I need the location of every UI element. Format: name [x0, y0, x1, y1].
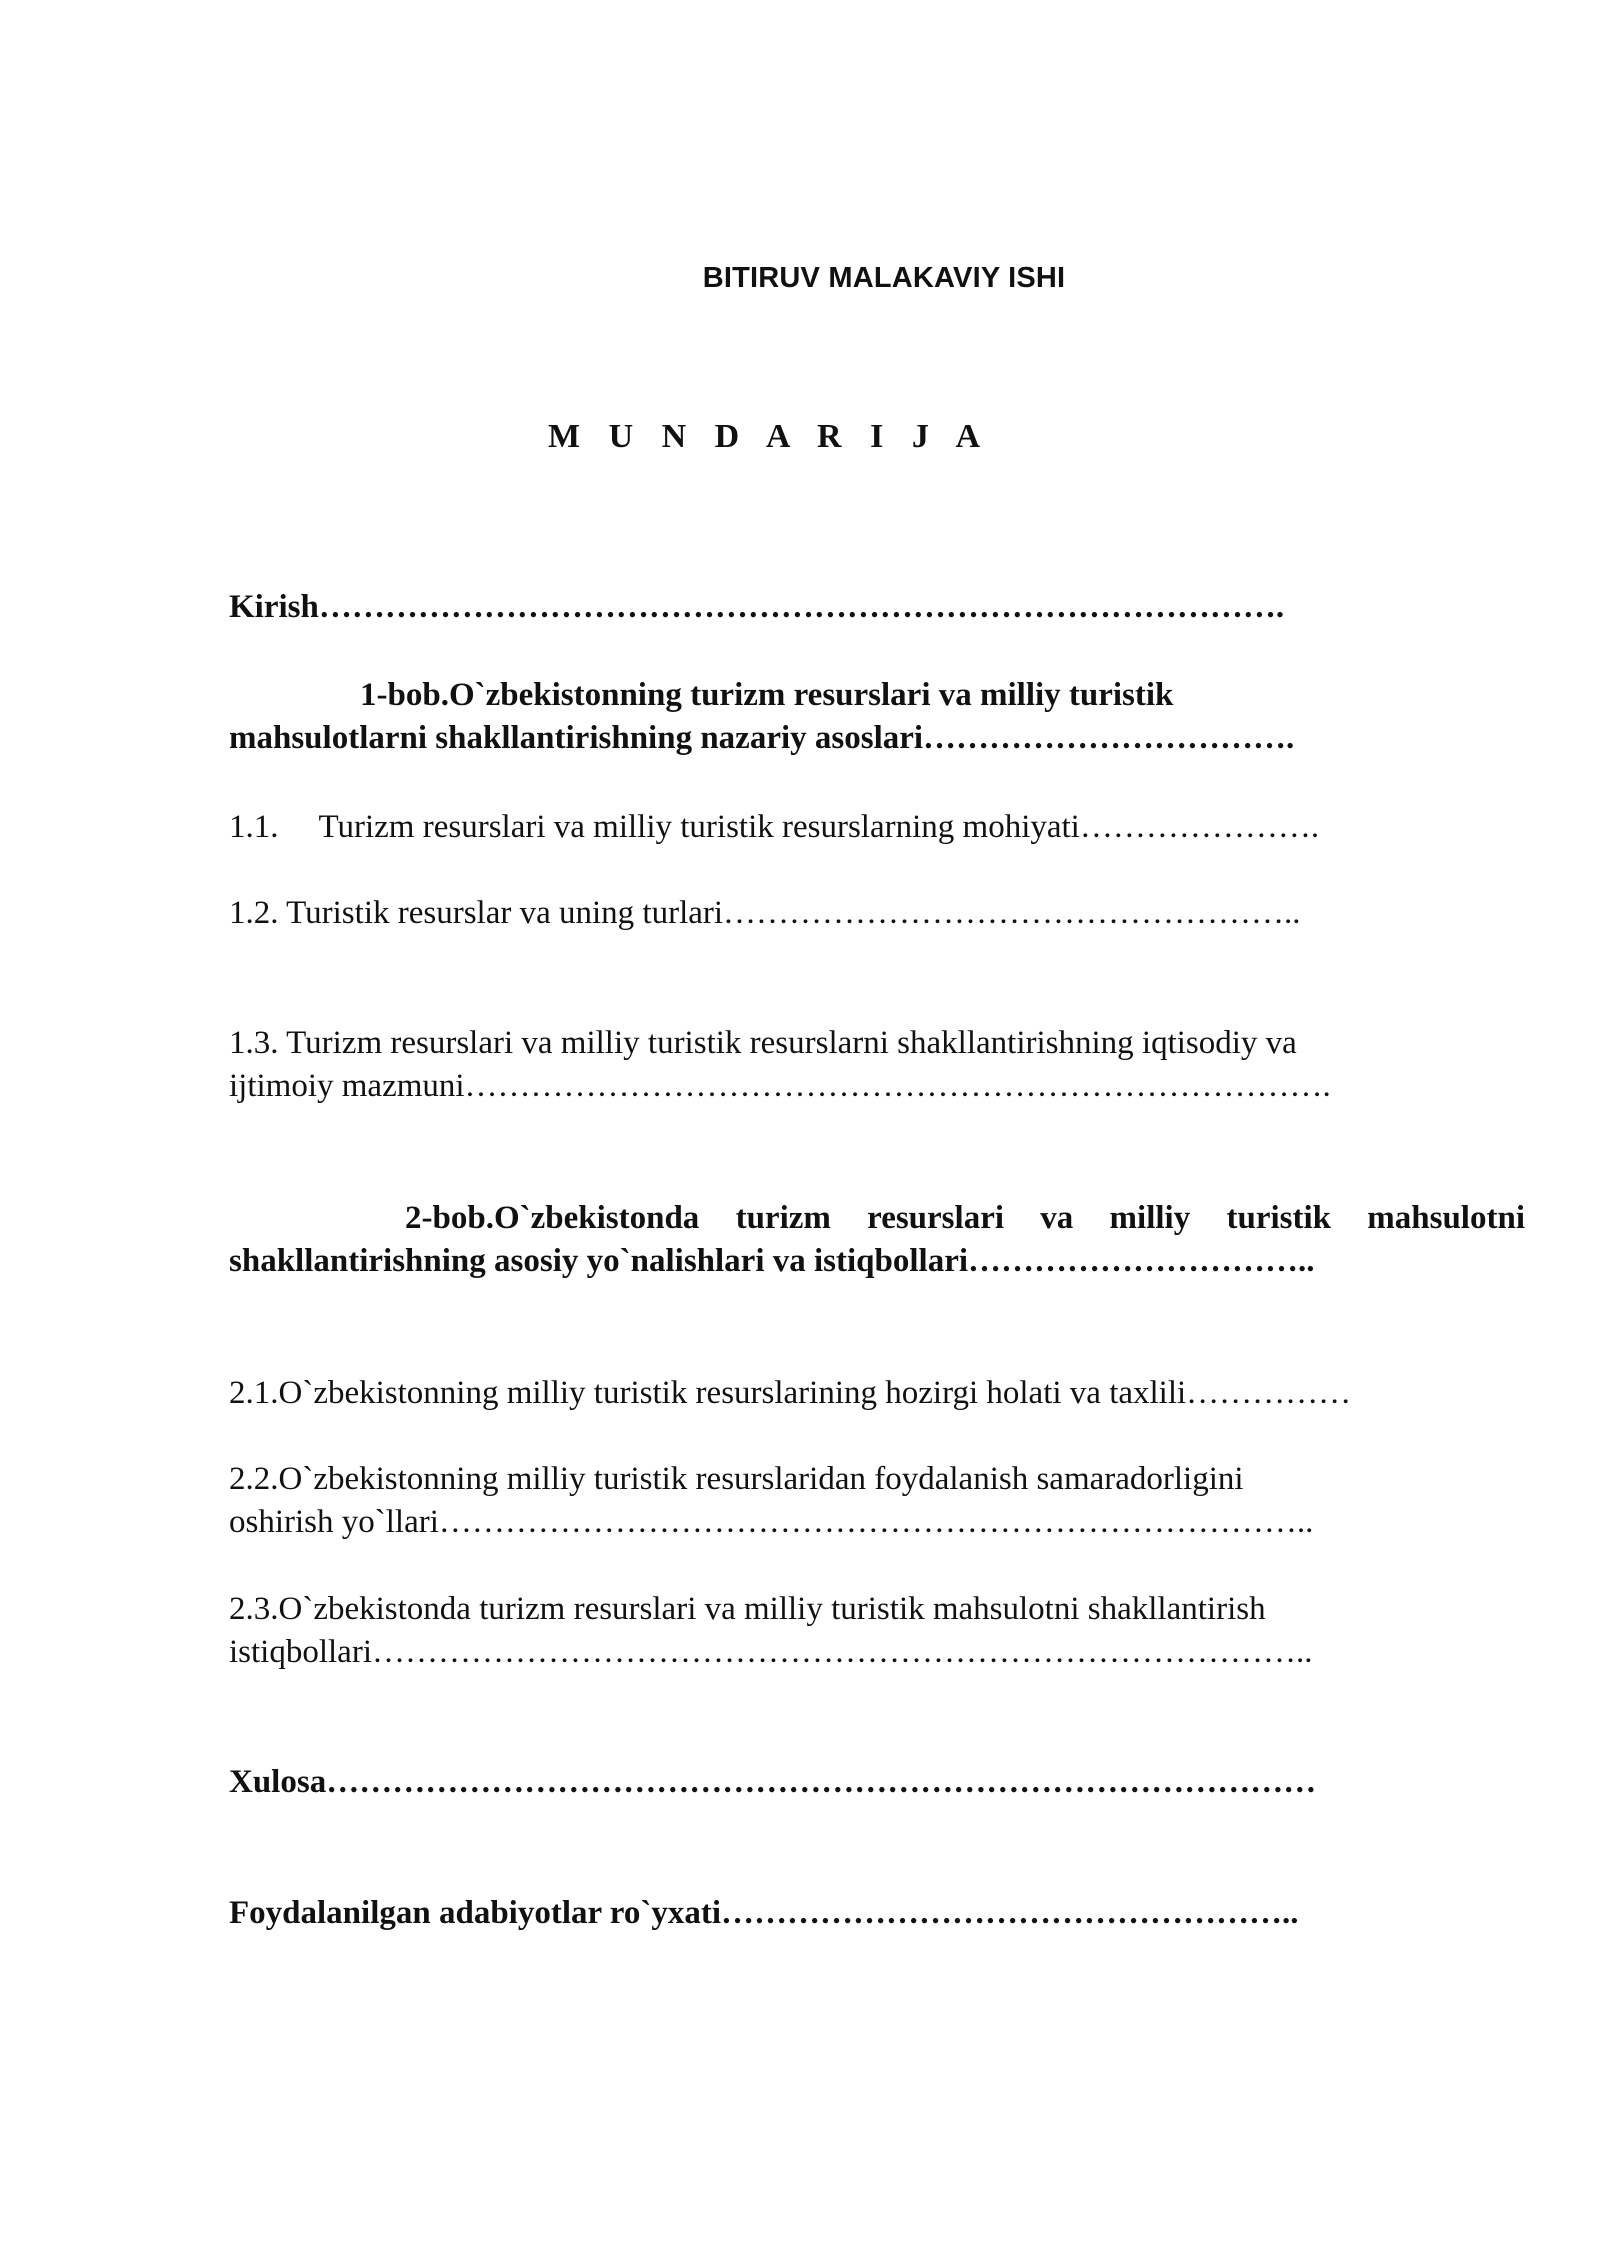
toc-entry-intro: Kirish……………………………………………………………………………. [229, 589, 1285, 625]
toc-entry-references: Foydalanilgan adabiyotlar ro`yxati…………………………………………….. [229, 1895, 1299, 1931]
toc-section-1-3-line-2: ijtimoiy mazmuni……………………………………………………………………. [229, 1068, 1331, 1104]
document-header: BITIRUV MALAKAVIY ISHI [702, 262, 1066, 294]
toc-section-1-1 [229, 806, 1529, 849]
section-title: Turizm resurslari va milliy turistik resurslarning mohiyati…………………. [318, 809, 1320, 845]
toc-section-2-2-line-2: oshirish yo`llari…………………………………………………………………….. [229, 1504, 1314, 1540]
toc-chapter-2-line-1: 2-bob.O`zbekistonda turizm resurslari va milliy turistik mahsulotni [405, 1200, 1525, 1236]
toc-section-2-3-line-2: istiqbollari………………………………………………………………………….. [229, 1634, 1313, 1670]
section-number: 1.1. [229, 809, 279, 845]
toc-section-1-2: 1.2. Turistik resurslar va uning turlari…………………………………………….. [229, 895, 1301, 931]
toc-chapter-1-line-2: mahsulotlarni shakllantirishning nazariy asoslari……………………………. [229, 720, 1295, 756]
toc-section-2-3-line-1: 2.3.O`zbekistonda turizm resurslari va milliy turistik mahsulotni shakllantirish [229, 1591, 1266, 1627]
toc-section-2-1: 2.1.O`zbekistonning milliy turistik resurslarining hozirgi holati va taxlili…………… [229, 1375, 1352, 1411]
toc-section-1-3-line-1: 1.3. Turizm resurslari va milliy turistik resurslarni shakllantirishning iqtisodiy va [229, 1025, 1297, 1061]
page-title: M U N D A R I J A [547, 418, 991, 455]
toc-entry-conclusion: Xulosa……………………………………………………………………………… [229, 1764, 1317, 1800]
toc-chapter-2-line-2: shakllantirishning asosiy yo`nalishlari va istiqbollari………………………….. [229, 1243, 1315, 1279]
toc-section-2-2-line-1: 2.2.O`zbekistonning milliy turistik resurslaridan foydalanish samaradorligini [229, 1461, 1244, 1497]
toc-chapter-1-line-1: 1-bob.O`zbekistonning turizm resurslari va milliy turistik [360, 677, 1174, 713]
